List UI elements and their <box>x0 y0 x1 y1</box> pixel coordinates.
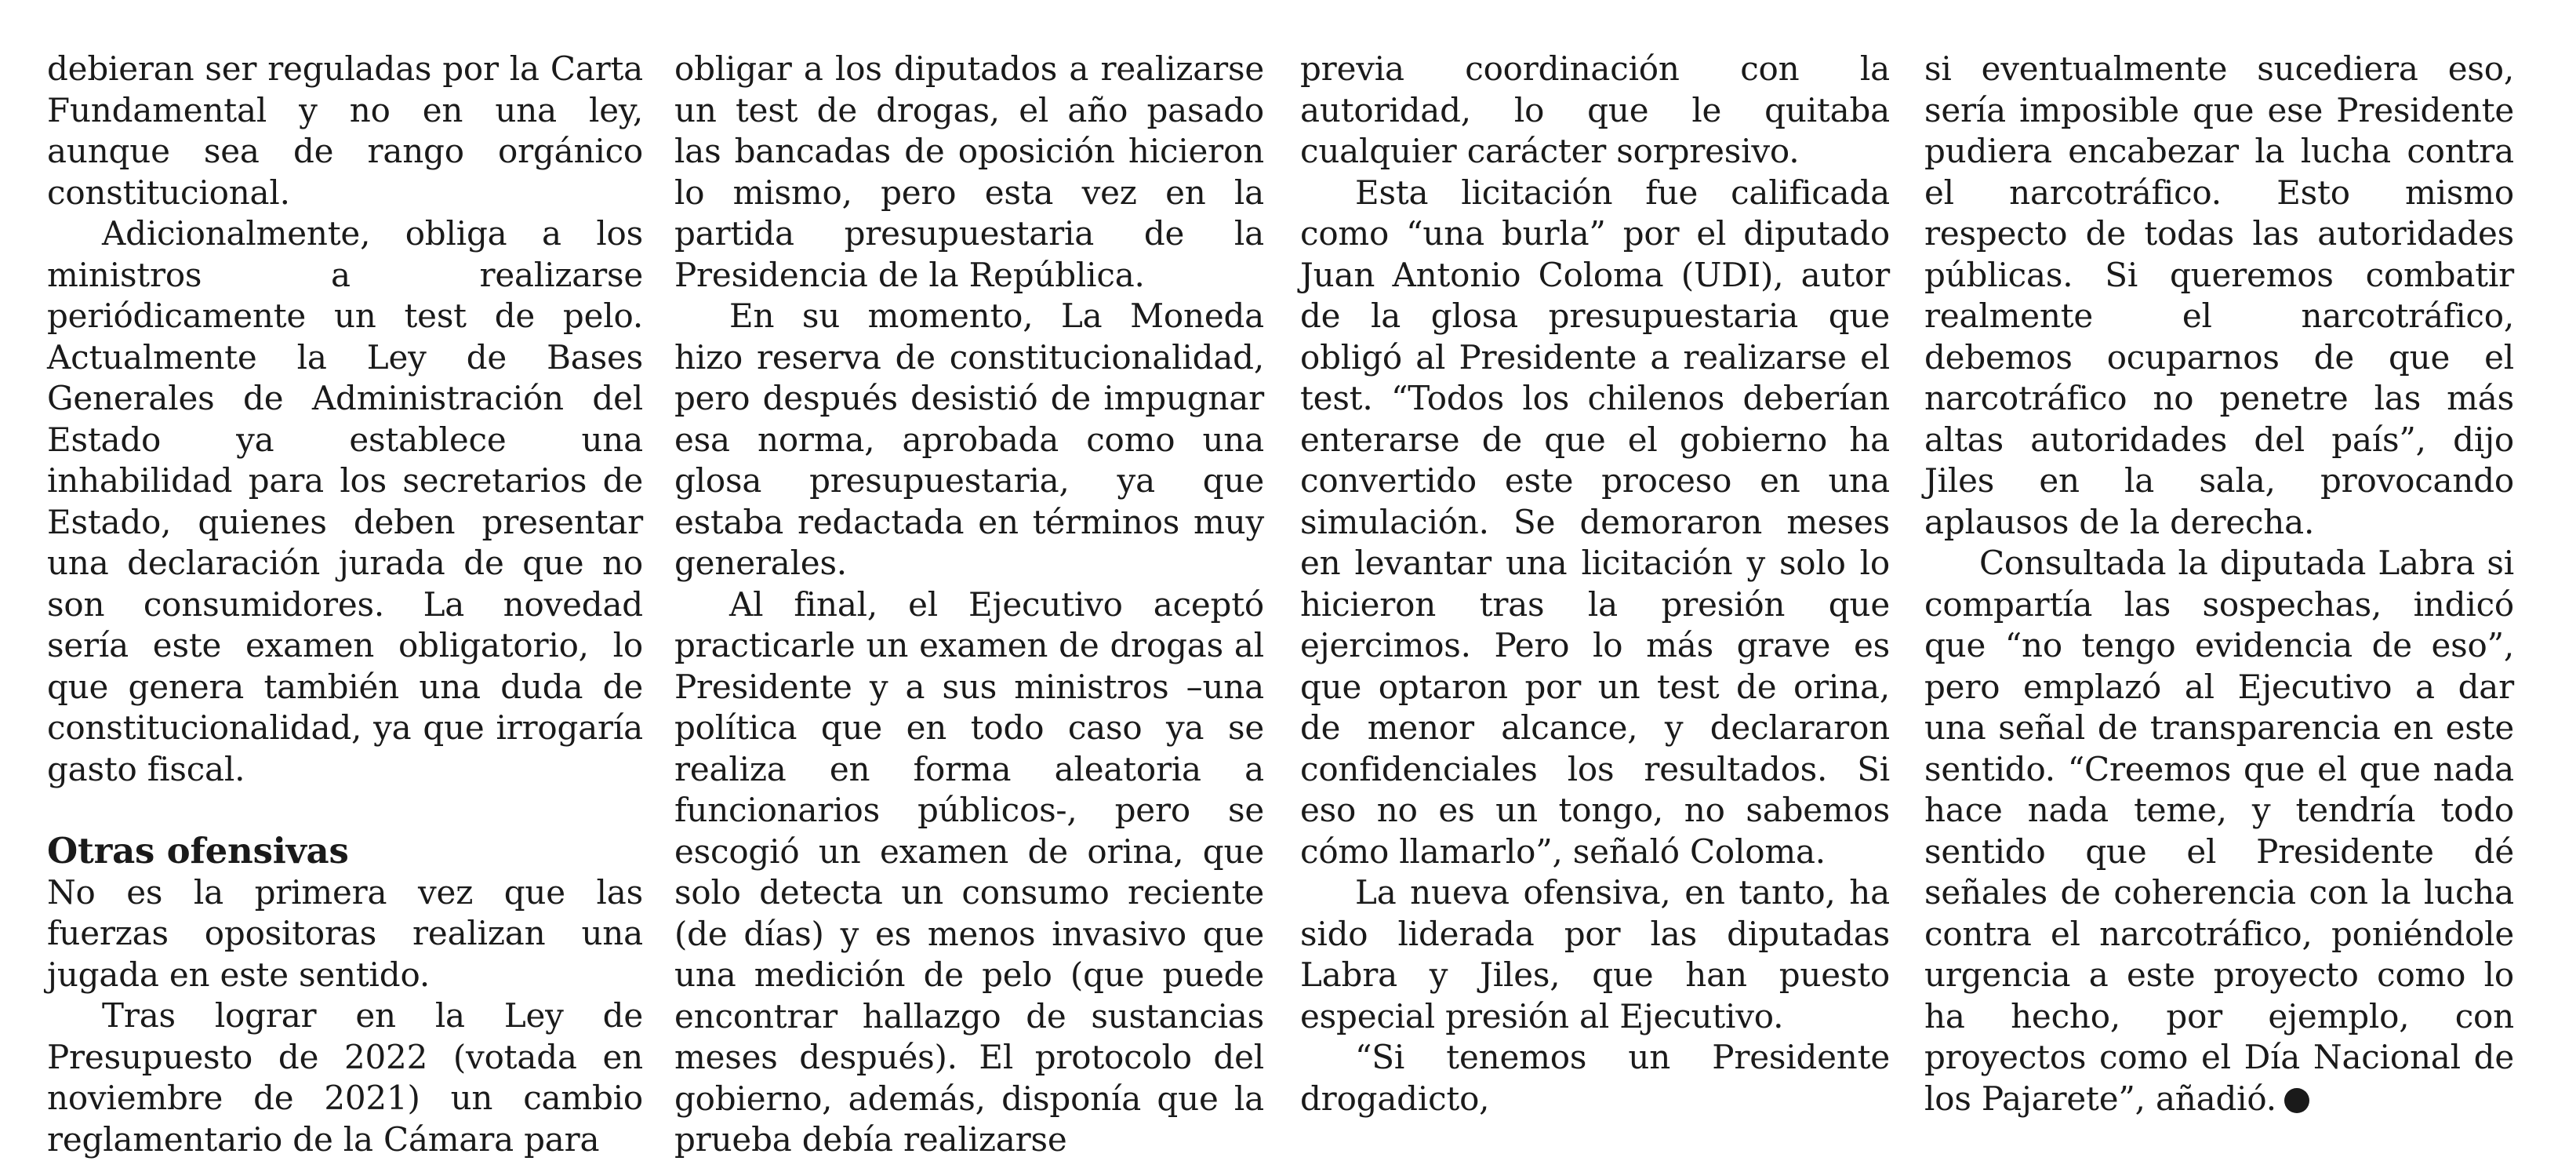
paragraph: obligar a los diputados a realizarse un test de drogas, el año pasado las bancadas de oposición hicieron lo mismo, pero esta vez en la partida presupuestaria de la Presidencia de la República. <box>674 49 1264 294</box>
paragraph: La nueva ofensiva, en tanto, ha sido liderada por las diputadas Labra y Jiles, que han puesto especial presión al Ejecutivo. <box>1300 873 1890 1035</box>
paragraph: Esta licitación fue calificada como “una burla” por el diputado Juan Antonio Coloma (UDI), autor de la glosa presupuestaria que obligó al Presidente a realizarse el test. “Todos los chilenos deberían enterarse de que el gobierno ha convertido este proceso en una simulación. Se demoraron meses en levantar una licitación y solo lo hicieron tras la presión que ejercimos. Pero lo más grave es que optaron por un test de orina, de menor alcance, y declararon confidenciales los resultados. Si eso no es un tongo, no sabemos cómo llamarlo”, señaló Coloma. <box>1300 173 1890 871</box>
article-column-3 <box>1300 49 1890 1119</box>
paragraph: En su momento, La Moneda hizo reserva de constitucionalidad, pero después desistió de impugnar esa norma, aprobada como una glosa presupuestaria, ya que estaba redactada en términos muy generales. <box>674 297 1264 582</box>
paragraph: Tras lograr en la Ley de Presupuesto de 2022 (votada en noviembre de 2021) un cambio reglamentario de la Cámara para <box>47 996 643 1159</box>
paragraph: Al final, el Ejecutivo aceptó practicarle un examen de drogas al Presidente y a sus ministros –una política que en todo caso ya se realiza en forma aleatoria a funcionarios públicos-, pero se escogió un examen de orina, que solo detecta un consumo reciente (de días) y es menos invasivo que una medición de pelo (que puede encontrar hallazgo de sustancias meses después). El protocolo del gobierno, además, disponía que la prueba debía realizarse <box>674 584 1264 1159</box>
paragraph: si eventualmente sucediera eso, sería imposible que ese Presidente pudiera encabezar la lucha contra el narcotráfico. Esto mismo respecto de todas las autoridades públicas. Si queremos combatir realmente el narcotráfico, debemos ocuparnos de que el narcotráfico no penetre las más altas autoridades del país”, dijo Jiles en la sala, provocando aplausos de la derecha. <box>1924 49 2514 541</box>
paragraph: Adicionalmente, obliga a los ministros a realizarse periódicamente un test de pelo. Actualmente la Ley de Bases Generales de Administración del Estado ya establece una inhabilidad para los secretarios de Estado, quienes deben presentar una declaración jurada de que no son consumidores. La novedad sería este examen obligatorio, lo que genera también una duda de constitucionalidad, ya que irrogaría gasto fiscal. <box>47 214 643 788</box>
paragraph: No es la primera vez que las fuerzas opositoras realizan una jugada en este sentido. <box>47 872 643 994</box>
paragraph: “Si tenemos un Presidente drogadicto, <box>1300 1038 1890 1118</box>
paragraph-text: Consultada la diputada Labra si compartía las sospechas, indicó que “no tengo evidencia de eso”, pero emplazó al Ejecutivo a dar una señal de transparencia en este sentido. “Creemos que el que nada hace nada teme, y tendría todo sentido que el Presidente dé señales de coherencia con la lucha contra el narcotráfico, poniéndole urgencia a este proyecto como lo ha hecho, por ejemplo, con proyectos como el Día Nacional de los Pajarete”, añadió. <box>1924 544 2514 1118</box>
subheading: Otras ofensivas <box>47 830 349 872</box>
paragraph-final <box>1924 543 2514 1119</box>
article-column-2 <box>674 49 1264 1161</box>
paragraph: previa coordinación con la autoridad, lo que le quitaba cualquier carácter sorpresivo. <box>1300 49 1890 170</box>
end-of-article-dot-icon <box>2284 1088 2309 1113</box>
article-column-4 <box>1924 49 2514 1119</box>
paragraph: debieran ser reguladas por la Carta Fundamental y no en una ley, aunque sea de rango orgánico constitucional. <box>47 49 643 212</box>
article-column-1 <box>47 49 643 1160</box>
